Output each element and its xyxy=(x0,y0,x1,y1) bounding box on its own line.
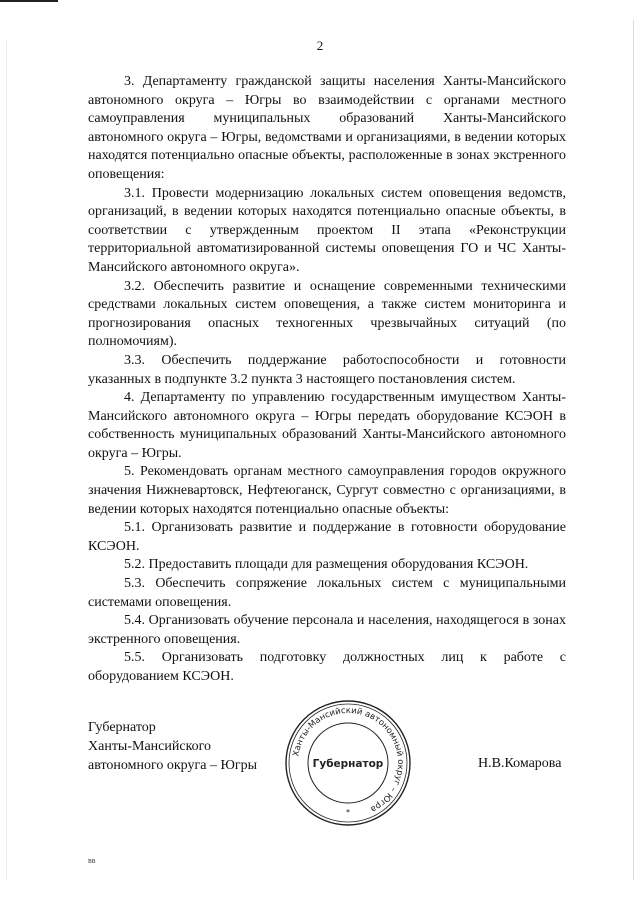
paragraph-5-2: 5.2. Предоставить площади для размещения оборудования КСЭОН. xyxy=(124,557,529,573)
footnote-initials: вв xyxy=(88,856,96,865)
signatory-title-line-1: Губернатор xyxy=(88,720,156,735)
signatory-name: Н.В.Комарова xyxy=(478,756,562,771)
paragraph-5-1: 5.1. Организовать развитие и поддержание в готовности оборудование КСЭОН. xyxy=(88,520,566,554)
paragraph-5: 5. Рекомендовать органам местного самоуправления городов окружного значения Нижневартовск, Нефтеюганск, Сургут совместно с организациями, в ведении которых находятся потенциально опасные объекты: xyxy=(88,464,566,517)
signatory-title-line-2: Ханты-Мансийского xyxy=(88,739,212,754)
signatory-title-line-3: автономного округа – Югры xyxy=(88,758,257,773)
paragraph-5-4: 5.4. Организовать обучение персонала и населения, находящегося в зонах экстренного оповещения. xyxy=(88,613,566,647)
top-rule xyxy=(0,0,58,2)
paragraph-4: 4. Департаменту по управлению государственным имуществом Ханты-Мансийского автономного округа – Югры передать оборудование КСЭОН в собственность муниципальных образований Ханты-Мансийского автономного округа – Югры. xyxy=(88,390,566,461)
signatory-title xyxy=(88,718,257,775)
paragraph-3-1: 3.1. Провести модернизацию локальных систем оповещения ведомств, организаций, в ведении которых находятся потенциально опасные объекты, в соответствии с утвержденным проектом II этапа «Реконструкции территориальной автоматизированной системы оповещения ГО и ЧС Ханты-Мансийского автономного округа». xyxy=(88,185,566,275)
paragraph-3-3: 3.3. Обеспечить поддержание работоспособности и готовности указанных в подпункте 3.2 пункта 3 настоящего постановления систем. xyxy=(88,352,566,387)
paragraph-5-3: 5.3. Обеспечить сопряжение локальных систем с муниципальными системами оповещения. xyxy=(88,576,566,610)
scan-edge-left xyxy=(6,40,7,880)
paragraph-3: 3. Департаменту гражданской защиты населения Ханты-Мансийского автономного округа – Югры во взаимодействии с органами местного самоуправления муниципальных образований Ханты-Мансийского автономного округа – Югры, ведомствами и организациями, в ведении которых находятся потенциально опасные объекты, расположенные в зонах экстренного оповещения: xyxy=(88,74,566,182)
document-body xyxy=(88,73,566,687)
seal-ring-text: Ханты-Мансийский автономный округ – Югра xyxy=(291,705,406,815)
paragraph-3-2: 3.2. Обеспечить развитие и оснащение современными техническими средствами локальных систем оповещения, а также систем мониторинга и прогнозирования опасных техногенных чрезвычайных ситуаций (по полномочиям). xyxy=(88,278,566,350)
seal-star-icon: * xyxy=(346,808,350,817)
paragraph-5-5: 5.5. Организовать подготовку должностных лиц к работе с оборудованием КСЭОН. xyxy=(88,650,566,684)
scan-edge-right xyxy=(633,20,634,880)
page-number: 2 xyxy=(316,38,324,53)
official-seal-stamp xyxy=(283,698,413,828)
seal-center-text: Губернатор xyxy=(312,758,384,770)
